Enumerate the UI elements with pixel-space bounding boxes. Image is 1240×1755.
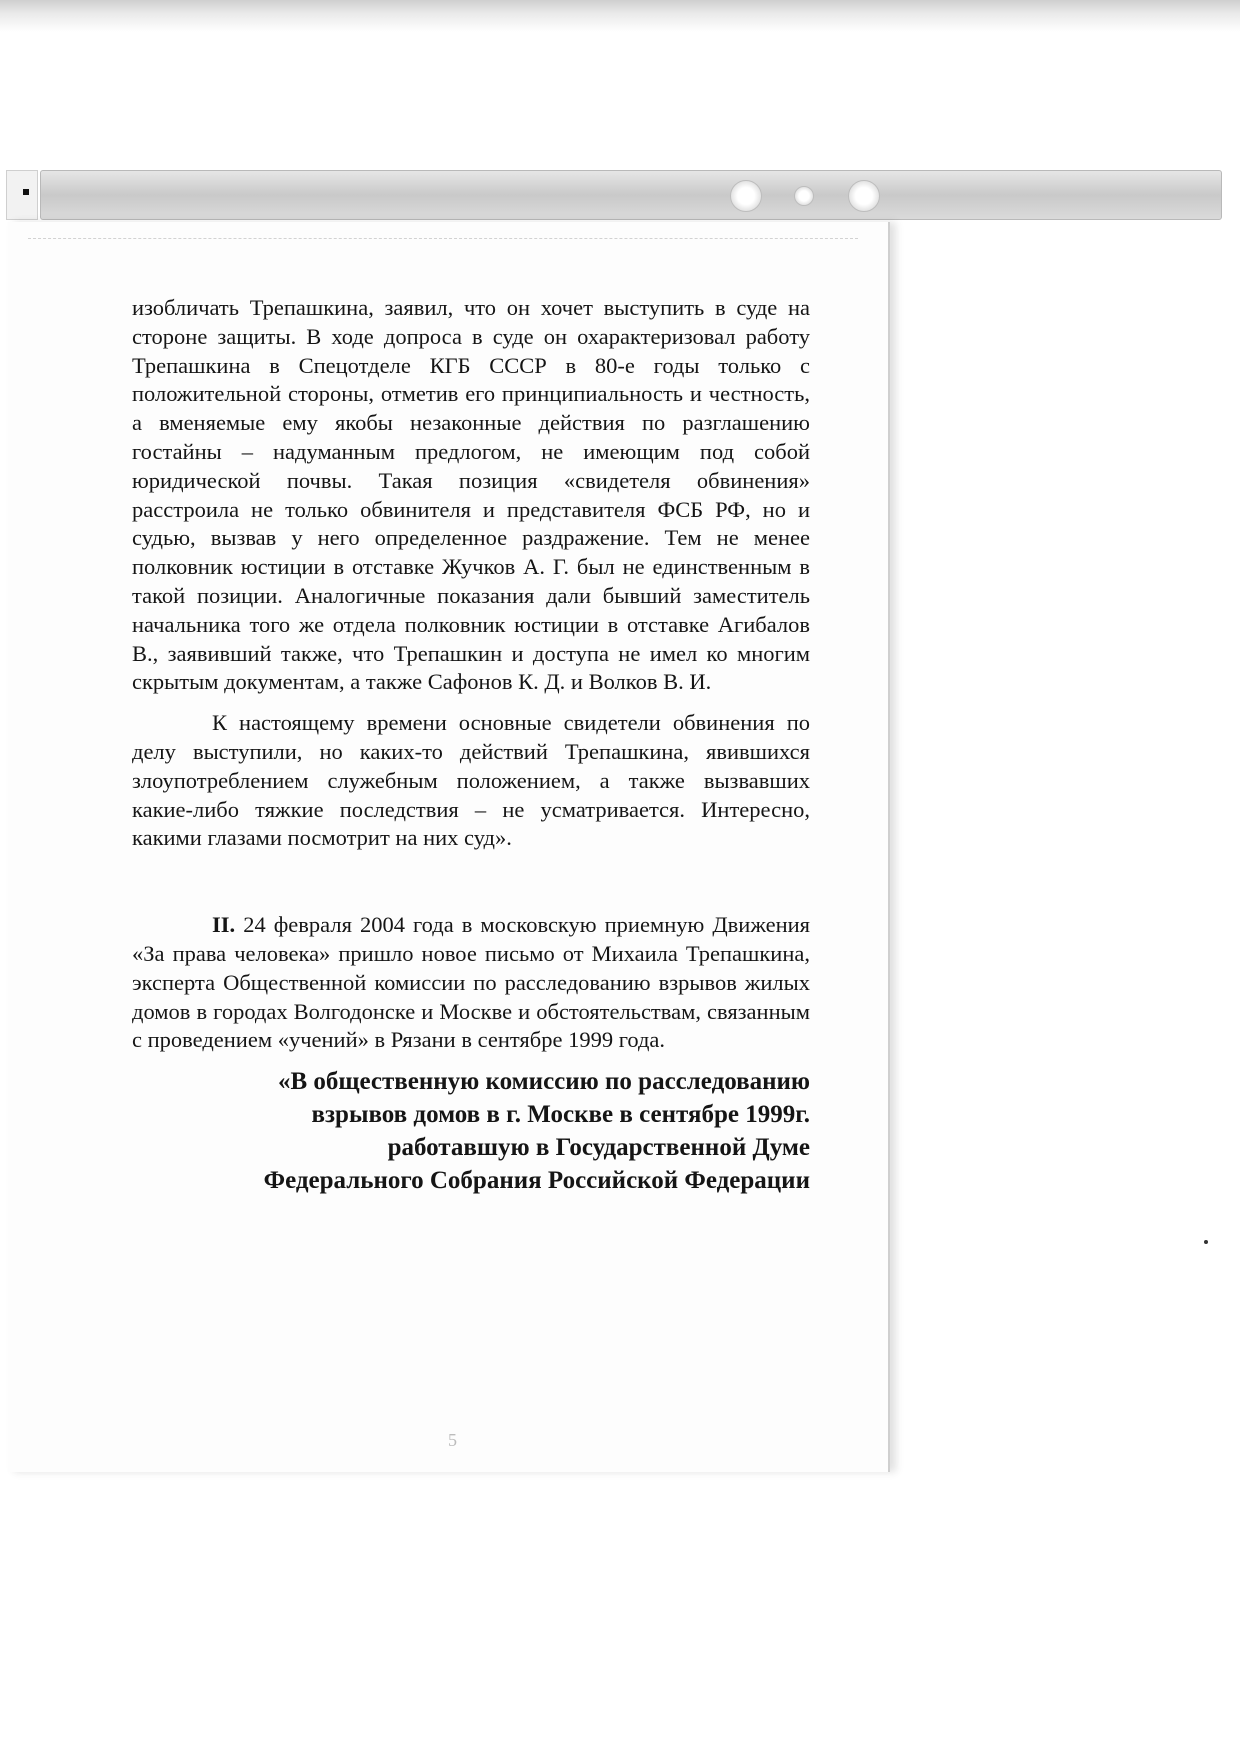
page-top-line (28, 238, 858, 239)
section-number: II. (212, 912, 236, 938)
binder-hole-right (848, 180, 880, 212)
binder-hole-center (794, 186, 814, 206)
binder-left-mark (6, 170, 38, 220)
paragraph-1: изобличать Трепашкина, заявил, что он хочет выступить в суде на стороне защиты. В ходе допроса в суде он охарактеризовал работу Трепашкина в Спецотделе КГБ СССР в 80-е годы только с положительной стороны, отметив его принципиальность и честность, а вменяемые ему якобы незаконные действия по разглашению гостайны – надуманным предлогом, не имеющим под собой юридической почвы. Такая позиция «свидетеля обвинения» расстроила не только обвинителя и представителя ФСБ РФ, но и судью, вызвав у него определенное раздражение. Тем не менее полковник юстиции в отставке Жучков А. Г. был не единственным в такой позиции. Аналогичные показания дали бывший заместитель начальника того же отдела полковник юстиции в отставке Агибалов В., заявивший также, что Трепашкин и доступа не имел ко многим скрытым документам, а также Сафонов К. Д. и Волков В. И. (132, 295, 810, 695)
binder-strip (40, 170, 1222, 220)
paragraph-3 (132, 911, 810, 1055)
heading-line-3: работавшую в Государственной Думе (387, 1134, 810, 1162)
heading-line-4: Федерального Собрания Российской Федерации (263, 1167, 810, 1195)
heading-line-2: взрывов домов в г. Москве в сентябре 1999г. (311, 1101, 810, 1129)
heading-line-1: «В общественную комиссию по расследованию (277, 1068, 810, 1096)
booklet-page (8, 222, 890, 1472)
binder-hole-left (730, 180, 762, 212)
letter-heading (132, 1065, 810, 1197)
paragraph-3-text: 24 февраля 2004 года в московскую приемную Движения «За права человека» пришло новое письмо от Михаила Трепашкина, эксперта Общественной комиссии по расследованию взрывов жилых домов в городах Волгодонске и Москве и обстоятельствам, связанным с проведением «учений» в Рязани в сентябре 1999 года. (132, 912, 811, 1053)
page-number: 5 (448, 1430, 457, 1450)
scanner-top-edge (0, 0, 1240, 32)
scan-speck (1204, 1240, 1208, 1244)
paragraph-2: К настоящему времени основные свидетели обвинения по делу выступили, но каких-то действий Трепашкина, явившихся злоупотреблением служебным положением, а также вызвавших какие-либо тяжкие последствия – не усматривается. Интересно, какими глазами посмотрит на них суд». (132, 710, 810, 851)
body-text (132, 294, 810, 1197)
